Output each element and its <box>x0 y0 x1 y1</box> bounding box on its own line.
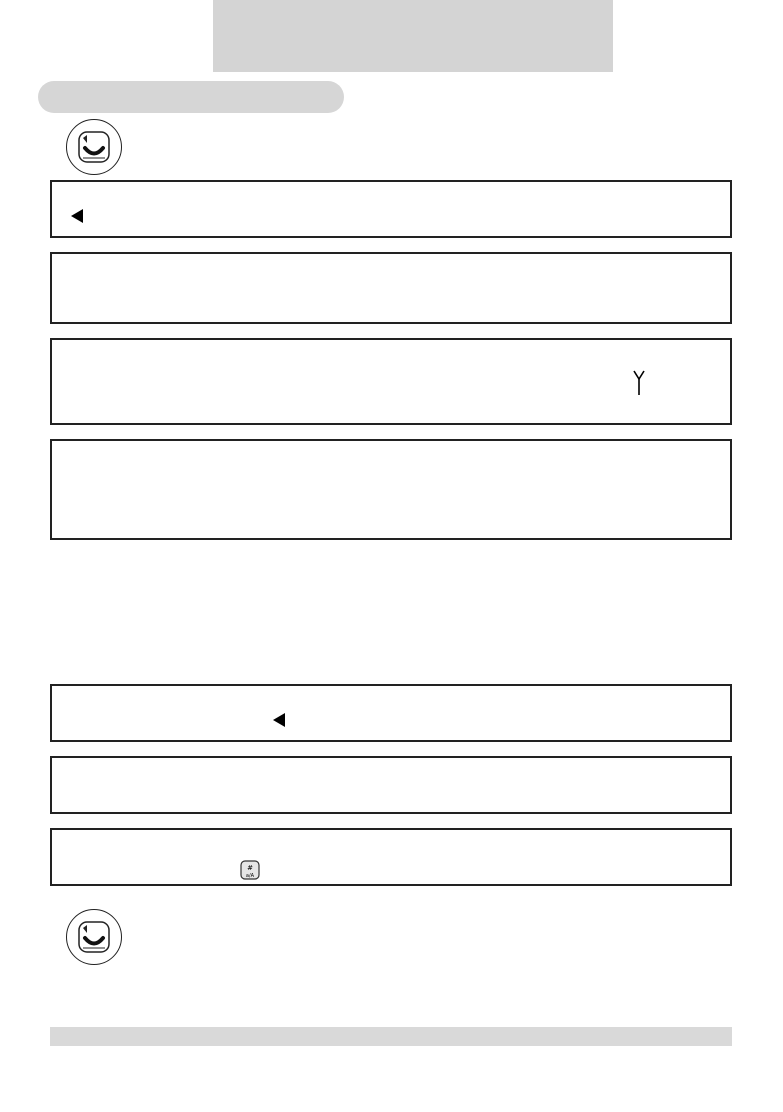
step-box-1 <box>50 180 732 238</box>
step-box-3 <box>50 338 732 425</box>
svg-text:a/A: a/A <box>245 873 255 879</box>
header-title-block <box>213 0 613 72</box>
step-box-6 <box>50 756 732 814</box>
step-box-5 <box>50 684 732 742</box>
step-box-2 <box>50 252 732 324</box>
svg-text:#: # <box>247 864 253 872</box>
hash-key-icon <box>240 860 260 880</box>
section-heading-pill <box>38 81 344 113</box>
antenna-signal-icon <box>632 370 646 396</box>
step-box-7 <box>50 828 732 886</box>
left-arrow-icon <box>70 208 84 224</box>
step-box-4 <box>50 439 732 540</box>
phone-handset-key-icon <box>66 119 122 175</box>
footer-bar <box>50 1027 732 1046</box>
left-arrow-icon <box>272 712 286 728</box>
phone-handset-key-icon <box>66 909 122 965</box>
